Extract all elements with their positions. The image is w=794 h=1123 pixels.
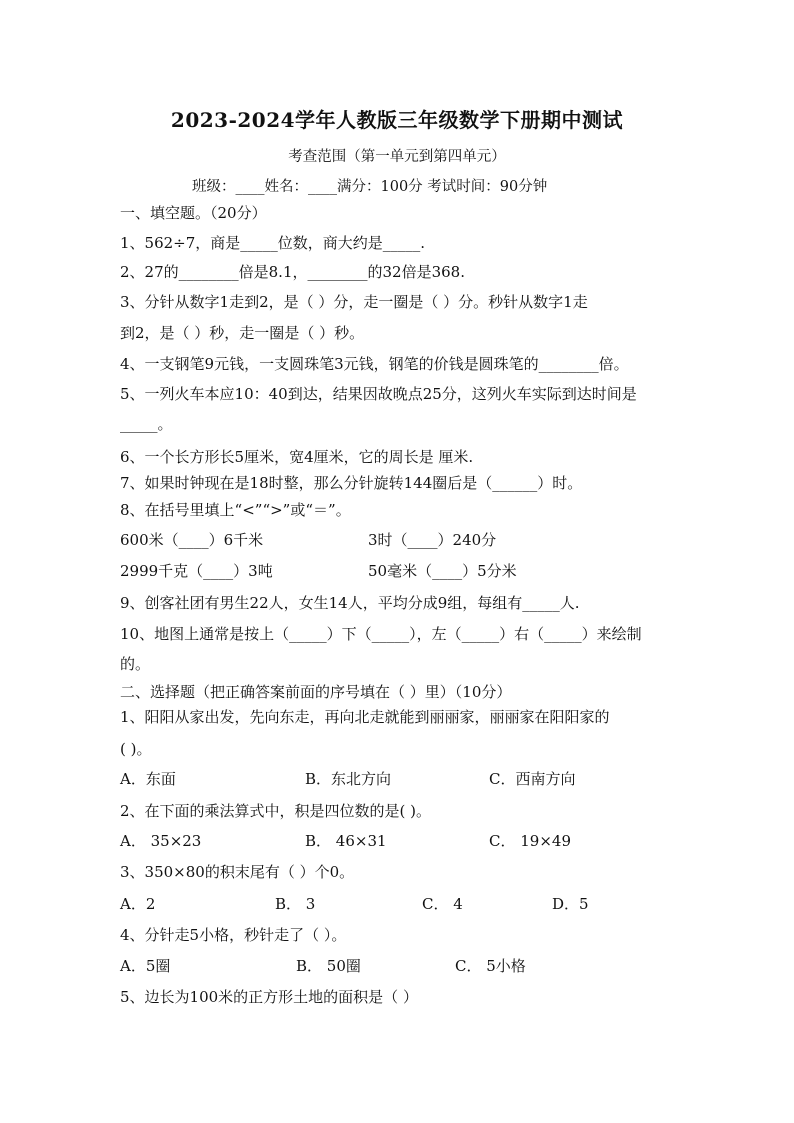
question-1-8: 8、在括号里填上“<”“>”或“＝”。 (120, 501, 351, 519)
question-1-6: 6、一个长方形长5厘米，宽4厘米，它的周长是 厘米. (120, 448, 474, 466)
option-2-3-d: D．5 (552, 895, 589, 913)
question-1-10-line2: 的。 (120, 655, 151, 673)
question-1-5-line1: 5、一列火车本应10：40到达，结果因故晚点25分，这列火车实际到达时间是 (120, 385, 637, 403)
question-1-1: 1、562÷7，商是_____位数，商大约是_____. (120, 234, 426, 252)
option-2-3-b: B． 3 (275, 895, 316, 913)
option-2-4-a: A．5圈 (120, 957, 171, 975)
compare-item-1: 600米（____）6千米 (120, 531, 264, 549)
option-2-2-b: B． 46×31 (305, 832, 387, 850)
question-1-4: 4、一支钢笔9元钱，一支圆珠笔3元钱，钢笔的价钱是圆珠笔的________倍。 (120, 355, 629, 373)
compare-item-4: 50毫米（____）5分米 (368, 562, 517, 580)
option-2-3-a: A．2 (120, 895, 156, 913)
question-2-3: 3、350×80的积末尾有（ ）个0。 (120, 863, 355, 881)
student-info-line: 班级：____姓名：____满分：100分 考试时间：90分钟 (192, 179, 548, 195)
question-2-2: 2、在下面的乘法算式中，积是四位数的是( )。 (120, 802, 432, 820)
option-2-1-c: C．西南方向 (489, 770, 576, 788)
option-2-1-b: B．东北方向 (305, 770, 392, 788)
page-title: 2023-2024学年人教版三年级数学下册期中测试 (170, 108, 624, 132)
question-1-3-line1: 3、分针从数字1走到2，是（ ）分，走一圈是（ ）分。秒针从数字1走 (120, 293, 588, 311)
question-2-1-line1: 1、阳阳从家出发，先向东走，再向北走就能到丽丽家，丽丽家在阳阳家的 (120, 708, 610, 726)
question-1-5-line2: _____。 (120, 415, 173, 433)
question-1-9: 9、创客社团有男生22人，女生14人，平均分成9组，每组有_____人. (120, 594, 580, 612)
question-1-2: 2、27的________倍是8.1，________的32倍是368. (120, 263, 465, 281)
question-2-4: 4、分针走5小格，秒针走了（ ）。 (120, 926, 347, 944)
question-2-1-line2: ( )。 (120, 740, 152, 758)
question-1-7: 7、如果时钟现在是18时整，那么分针旋转144圈后是（______）时。 (120, 474, 583, 492)
compare-item-3: 2999千克（____）3吨 (120, 562, 273, 580)
option-2-1-a: A．东面 (120, 770, 176, 788)
option-2-2-c: C． 19×49 (489, 832, 571, 850)
question-2-5: 5、边长为100米的正方形土地的面积是（ ） (120, 988, 418, 1006)
option-2-4-c: C． 5小格 (455, 957, 526, 975)
question-1-3-line2: 到2，是（ ）秒，走一圈是（ ）秒。 (120, 324, 365, 342)
option-2-3-c: C． 4 (422, 895, 463, 913)
option-2-4-b: B． 50圈 (296, 957, 361, 975)
exam-scope: 考查范围（第一单元到第四单元） (288, 149, 506, 165)
option-2-2-a: A． 35×23 (120, 832, 202, 850)
section-heading-multiple-choice: 二、选择题（把正确答案前面的序号填在（ ）里）（10分） (120, 683, 512, 701)
question-1-10-line1: 10、地图上通常是按上（_____）下（_____），左（_____）右（_____）来绘制 (120, 625, 642, 643)
compare-item-2: 3时（____）240分 (368, 531, 497, 549)
section-heading-fill-blank: 一、填空题。（20分） (120, 204, 267, 222)
